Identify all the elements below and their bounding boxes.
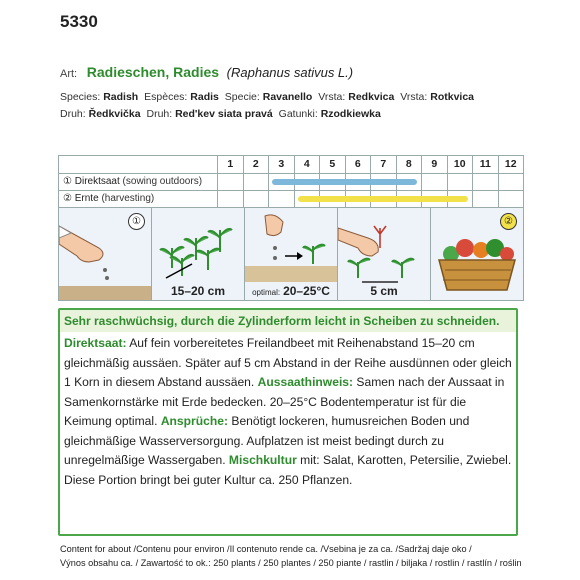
calendar-header	[59, 156, 523, 173]
step-harvest	[430, 208, 523, 300]
row-number: ①	[63, 176, 72, 187]
month-12: 12	[498, 156, 524, 173]
requirements-text: Benötigt lockeren, humusreichen Boden und gleichmäßige Wasserversorgung. Aufplatzen ist meist bedingt durch zu unregelmäßige Wassergaben.	[64, 414, 470, 467]
heading-sowing-tip: Aussaathinweis:	[257, 375, 354, 389]
calendar-row-harvest	[59, 190, 523, 207]
harvest-period-bar	[298, 196, 469, 202]
direct-sowing-text: Auf fein vorbereitetes Freilandbeet mit Reihenabstand 15–20 cm gleichmäßig aussäen. Später auf 5 cm Abstand in der Reihe ausdünnen oder gleich 1 Korn in diesem Abstand aussäen.	[64, 336, 512, 389]
species-item: Vrsta: Redkvica	[318, 91, 395, 103]
step-number-badge: ②	[500, 213, 517, 230]
product-code: 5330	[60, 12, 98, 31]
germination-temperature: optimal: 20–25°C	[252, 284, 330, 298]
variety-heading	[60, 64, 353, 80]
month-11: 11	[472, 156, 498, 173]
heading-direct-sowing: Direktsaat:	[64, 336, 127, 350]
month-7: 7	[370, 156, 396, 173]
content-footer	[60, 542, 540, 570]
month-1: 1	[217, 156, 243, 173]
heading-companion-planting: Mischkultur	[228, 453, 297, 467]
month-2: 2	[243, 156, 269, 173]
heading-requirements: Ansprüche:	[160, 414, 229, 428]
month-9: 9	[421, 156, 447, 173]
step-row-spacing	[151, 208, 244, 300]
row-number: ②	[63, 193, 72, 204]
variety-name: Radieschen, Radies	[86, 64, 220, 80]
row-sublabel: (sowing outdoors)	[122, 176, 203, 187]
companion-planting-text: mit: Salat, Karotten, Petersilie, Zwiebel. Diese Portion bringt bei guter Kultur ca. 250 Pflanzen.	[64, 453, 512, 487]
month-header	[217, 156, 523, 173]
month-8: 8	[396, 156, 422, 173]
species-item: Druh: Red'kev siata pravá	[146, 108, 273, 120]
calendar-row-sowing	[59, 173, 523, 190]
latin-name: (Raphanus sativus L.)	[226, 65, 354, 80]
step-number-badge: ①	[128, 213, 145, 230]
month-10: 10	[447, 156, 473, 173]
species-translations	[60, 89, 530, 123]
month-6: 6	[345, 156, 371, 173]
plant-spacing-measure: 5 cm	[370, 284, 398, 298]
month-4: 4	[294, 156, 320, 173]
footer-line-2: Výnos obsahu ca. / Zawartość to ok.: 250 plants / 250 plantes / 250 piante / rastlin / biljaka / rostlin / rastlín / roślin	[60, 558, 522, 568]
species-item: Vrsta: Rotkvica	[400, 91, 475, 103]
growing-instructions	[58, 308, 518, 536]
step-germination	[244, 208, 337, 300]
species-item: Species: Radish	[60, 91, 139, 103]
species-item: Druh: Ředkvička	[60, 108, 141, 120]
row-label: Ernte	[74, 193, 99, 204]
species-item: Gatunki: Rzodkiewka	[278, 108, 381, 120]
art-label: Art:	[60, 68, 78, 80]
species-item: Specie: Ravanello	[224, 91, 313, 103]
sowing-tip-text: Samen nach der Aussaat in Samenkornstärke mit Erde bedecken. 20–25°C Bodentemperatur ist für die Keimung optimal.	[64, 375, 505, 428]
sowing-period-bar	[272, 179, 417, 185]
month-3: 3	[268, 156, 294, 173]
month-5: 5	[319, 156, 345, 173]
step-sowing	[59, 208, 151, 300]
row-label: Direktsaat	[74, 176, 120, 187]
footer-line-1: Content for about /Contenu pour environ /Il contenuto rende ca. /Vsebina je za ca. /Sadržaj daje oko /	[60, 544, 472, 554]
row-spacing-measure: 15–20 cm	[170, 284, 226, 298]
instruction-steps	[59, 207, 523, 300]
step-thinning	[337, 208, 430, 300]
growing-calendar	[58, 155, 524, 301]
row-sublabel: (harvesting)	[101, 193, 155, 204]
species-item: Espèces: Radis	[144, 91, 219, 103]
variety-tagline: Sehr raschwüchsig, durch die Zylinderform leicht in Scheiben zu schneiden.	[60, 310, 516, 332]
instructions-text	[64, 334, 514, 490]
